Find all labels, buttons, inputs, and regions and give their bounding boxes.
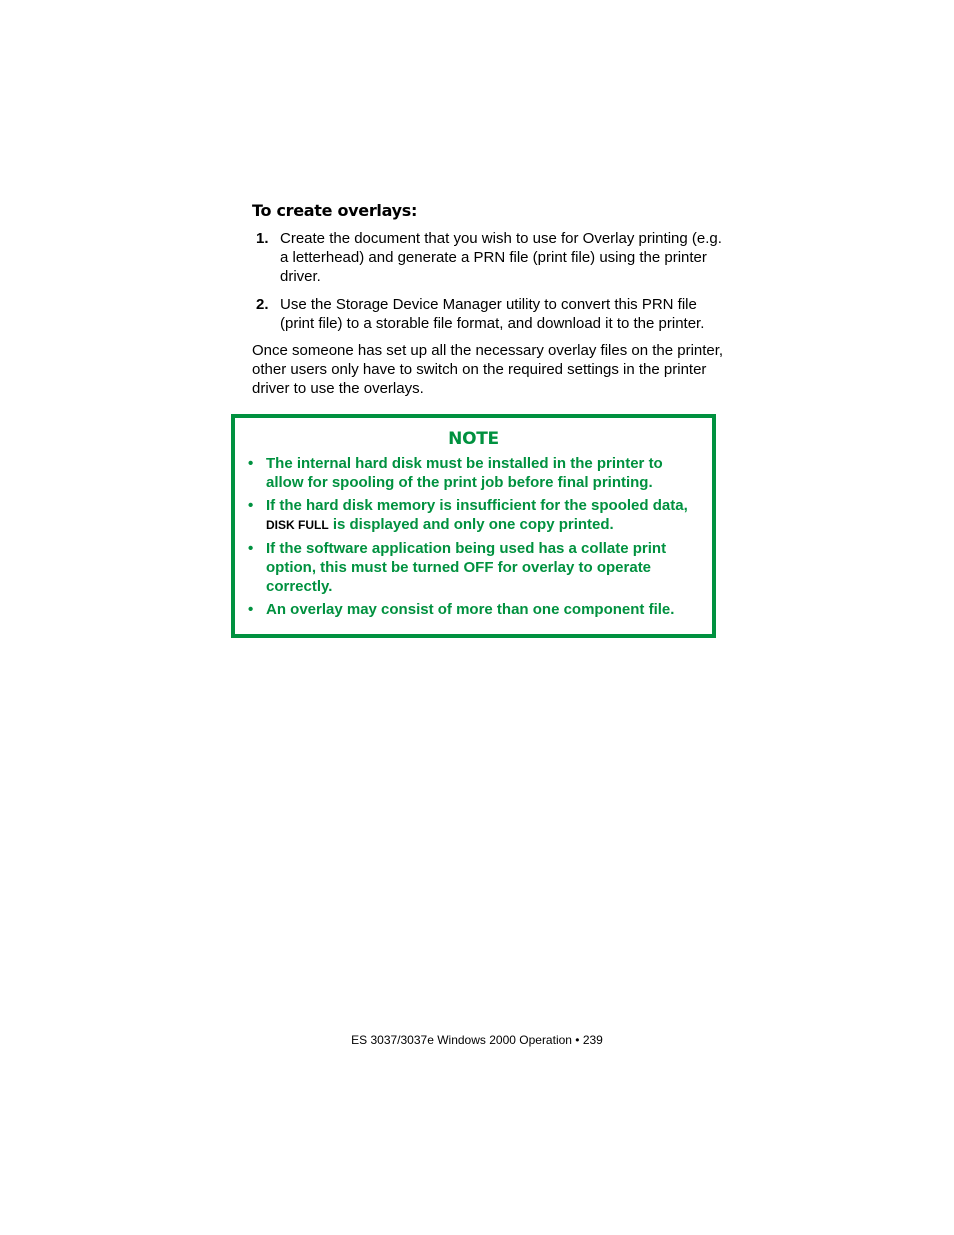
bullet-icon: • <box>248 601 254 618</box>
list-item <box>235 496 712 535</box>
note-text: An overlay may consist of more than one component file. <box>266 601 675 618</box>
steps-list <box>252 229 732 342</box>
note-list <box>235 454 712 619</box>
note-text: If the software application being used has a collate print option, this must be turned OFF for overlay to operate correctly. <box>266 540 667 595</box>
section-heading: To create overlays: <box>252 201 418 220</box>
note-text-after: is displayed and only one copy printed. <box>328 516 614 533</box>
note-text-before: If the hard disk memory is insufficient for the spooled data, <box>266 497 688 514</box>
list-item <box>235 454 712 492</box>
list-item <box>235 539 712 596</box>
step-number: 2. <box>256 296 269 313</box>
note-text: The internal hard disk must be installed in the printer to allow for spooling of the print job before final printing. <box>266 455 663 491</box>
step-text: Use the Storage Device Manager utility to convert this PRN file (print file) to a storable file format, and download it to the printer. <box>280 296 705 332</box>
bullet-icon: • <box>248 497 254 514</box>
disk-full-message: DISK FULL <box>266 518 329 532</box>
bullet-icon: • <box>248 455 254 472</box>
list-item <box>252 295 732 333</box>
list-item <box>235 600 712 619</box>
note-box <box>231 414 716 638</box>
body-paragraph: Once someone has set up all the necessary overlay files on the printer, other users only have to switch on the required settings in the printer driver to use the overlays. <box>252 342 724 397</box>
bullet-icon: • <box>248 540 254 557</box>
page-footer: ES 3037/3037e Windows 2000 Operation • 239 <box>351 1033 603 1047</box>
note-title: NOTE <box>448 429 499 449</box>
step-number: 1. <box>256 230 269 247</box>
step-text: Create the document that you wish to use for Overlay printing (e.g. a letterhead) and generate a PRN file (print file) using the printer driver. <box>280 230 722 285</box>
list-item <box>252 229 732 286</box>
